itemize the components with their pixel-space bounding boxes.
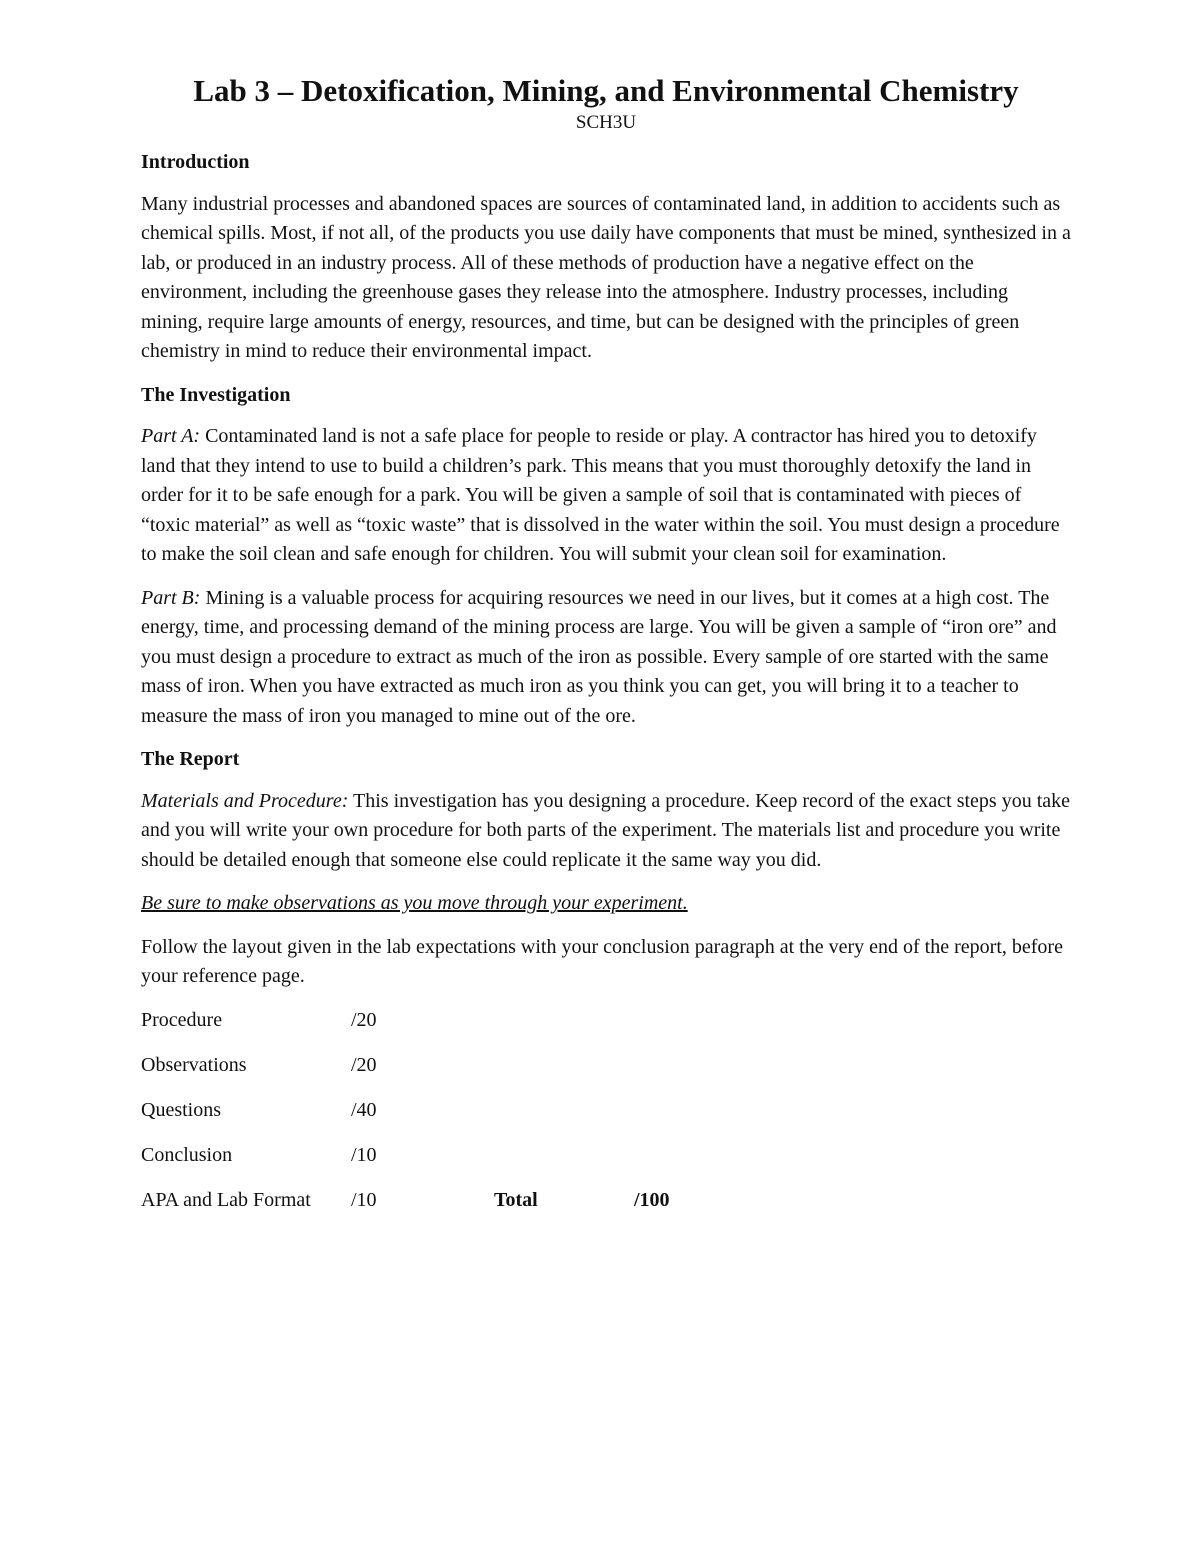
materials-text: This investigation has you designing a procedure. Keep record of the exact steps you take and you will write your own procedure for both parts of the experiment. The materials list and procedure you write should be detailed enough that someone else could replicate it the same way you did. — [141, 789, 1071, 871]
course-code: SCH3U — [575, 112, 637, 133]
mark-score: /20 — [351, 1008, 377, 1031]
mark-label: Procedure — [141, 1008, 223, 1031]
investigation-heading: The Investigation — [141, 383, 291, 406]
mark-score: /10 — [351, 1188, 377, 1211]
introduction-heading: Introduction — [141, 151, 250, 173]
part-a-text: Contaminated land is not a safe place for people to reside or play. A contractor has hired you to detoxify land that they intend to use to build a children’s park. This means that you must thoroughly detoxify the land in order for it to be safe enough for a park. You will be given a sample of soil that is contaminated with pieces of “toxic material” as well as “toxic waste” that is dissolved in the water within the soil. You must design a procedure to make the soil clean and safe enough for children. You will submit your clean soil for examination. — [141, 425, 1060, 565]
mark-row-questions — [141, 1096, 1071, 1126]
materials-label: Materials and Procedure: — [141, 789, 349, 812]
materials-paragraph — [141, 787, 1071, 876]
part-a-paragraph — [141, 422, 1071, 570]
mark-score: /40 — [351, 1098, 377, 1121]
marking-scheme — [141, 1006, 1071, 1216]
mark-row-apa-format — [141, 1186, 1071, 1216]
part-b-paragraph — [141, 584, 1071, 732]
mark-score: /20 — [351, 1053, 377, 1076]
report-heading: The Report — [141, 748, 240, 770]
mark-label: Observations — [141, 1053, 247, 1076]
observations-note — [141, 889, 1071, 919]
document-page — [141, 70, 1071, 1231]
part-b-text: Mining is a valuable process for acquiring resources we need in our lives, but it comes at a high cost. The energy, time, and processing demand of the mining process are large. You will be given a sample of “iron ore” and you must design a procedure to extract as much of the iron as possible. Every sample of ore started with the same mass of iron. When you have extracted as much iron as you think you can get, you will bring it to a teacher to measure the mass of iron you managed to mine out of the ore. — [141, 586, 1057, 727]
mark-row-conclusion — [141, 1141, 1071, 1171]
document-title: Lab 3 – Detoxification, Mining, and Environmental Chemistry — [193, 73, 1019, 108]
mark-row-observations — [141, 1051, 1071, 1081]
total-score: /100 — [634, 1188, 670, 1211]
part-b-label: Part B: — [141, 586, 201, 609]
introduction-paragraph: Many industrial processes and abandoned spaces are sources of contaminated land, in addition to accidents such as chemical spills. Most, if not all, of the products you use daily have components that must be mined, synthesized in a lab, or produced in an industry process. All of these methods of production have a negative effect on the environment, including the greenhouse gases they release into the atmosphere. Industry processes, including mining, require large amounts of energy, resources, and time, but can be designed with the principles of green chemistry in mind to reduce their environmental impact. — [141, 192, 1071, 362]
mark-label: Questions — [141, 1098, 221, 1121]
mark-label: Conclusion — [141, 1143, 233, 1166]
mark-row-procedure — [141, 1006, 1071, 1036]
mark-score: /10 — [351, 1143, 377, 1166]
total-label: Total — [494, 1188, 538, 1211]
observations-note-text: Be sure to make observations as you move through your experiment. — [141, 892, 688, 914]
layout-paragraph: Follow the layout given in the lab expectations with your conclusion paragraph at the very end of the report, before your reference page. — [141, 935, 1063, 987]
part-a-label: Part A: — [141, 425, 201, 447]
mark-label: APA and Lab Format — [141, 1188, 311, 1211]
